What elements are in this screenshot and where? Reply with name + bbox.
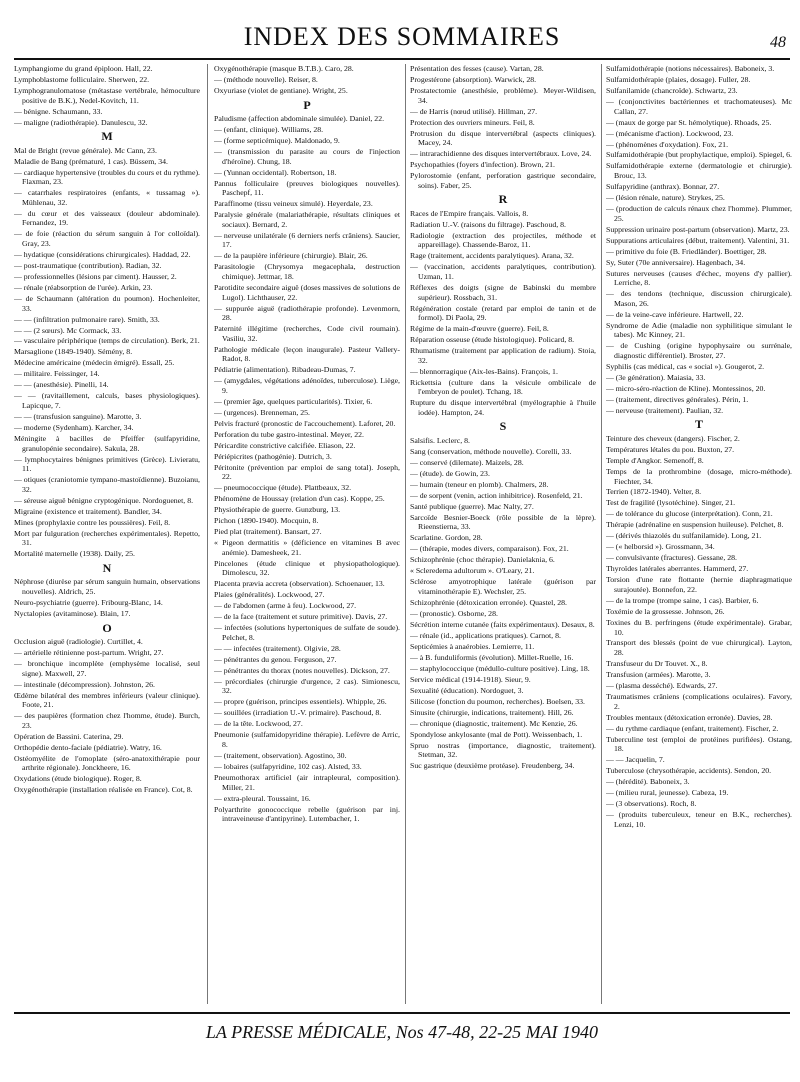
index-entry: Paraffinome (tissu veineux simulé). Heyerdale, 23. <box>214 199 373 209</box>
index-entry: — propre (guérison, principes essentiels). Whipple, 26. <box>214 697 387 707</box>
index-entry: — précordiales (chirurgie d'urgence, 2 cas). Simionescu, 32. <box>214 676 400 696</box>
index-entry: — artérielle rétinienne post-partum. Wright, 27. <box>14 648 164 658</box>
index-entry: — de la paupière inférieure (chirurgie). Blair, 26. <box>214 251 368 261</box>
index-entry: — maligne (radiothérapie). Danulescu, 32. <box>14 117 148 127</box>
index-entry: Régime de la main-d'œuvre (guerre). Feil, 8. <box>410 324 549 334</box>
index-entry: Physiothérapie de guerre. Gunzburg, 13. <box>214 505 341 515</box>
index-entry: Migraine (existence et traitement). Bandler, 34. <box>14 506 162 516</box>
index-entry: — (thérapie, modes divers, comparaison). Fox, 21. <box>410 544 569 554</box>
index-entry: Progestérone (absorption). Warwick, 28. <box>410 74 537 84</box>
section-letter-heading: O <box>102 620 112 635</box>
index-entry: Méningite à bacilles de Pfeiffer (sulfapyridine, granulopénie secondaire). Sakula, 28. <box>14 433 200 453</box>
index-entry: — pneumococcique (étude). Plattbeaux, 32. <box>214 483 352 493</box>
index-entry: — — (2 sœurs). Mc Cormack, 33. <box>14 325 122 335</box>
index-entry: Suppression urinaire post-partum (observation). Martz, 23. <box>606 224 790 234</box>
index-entry: Perforation du tube gastro-intestinal. Meyer, 22. <box>214 429 364 439</box>
index-entry: Sinusite (chirurgie, indications, traitement). Hill, 26. <box>410 707 574 717</box>
index-entry: — (3e génération). Maiasia, 33. <box>606 372 706 382</box>
index-entry: — (pronostic). Osborne, 28. <box>410 608 498 618</box>
index-entry: — bénigne. Schaumann, 33. <box>14 106 103 116</box>
index-entry: Nyctalopies (avitaminose). Blain, 17. <box>14 608 131 618</box>
index-entry: Protection des ouvriers mineurs. Feil, 8. <box>410 117 535 127</box>
index-entry: — (« helborsid »). Grossmann, 34. <box>606 542 715 552</box>
index-entry: Mines (prophylaxie contre les poussières). Feil, 8. <box>14 517 171 527</box>
index-entry: Lymphogranulomatose (métastase vertébrale, hémoculture positive de B.K.), Nedel-Kovitch, 11. <box>14 85 200 105</box>
index-entry: — (vaccination, accidents paralytiques, contribution). Uzman, 11. <box>410 262 596 281</box>
index-entry: Rhumatisme (traitement par application de radium). Stoia, 32. <box>410 346 596 365</box>
index-entry: — de Schaumann (altération du poumon). Hochenleiter, 33. <box>14 293 200 313</box>
index-entry: Service médical (1914-1918). Sieur, 9. <box>410 674 531 684</box>
index-entry: Paralysie générale (malariathérapie, résultats cliniques et sociaux). Bernard, 2. <box>214 210 400 229</box>
index-entry: — à B. funduliformis (évolution). Millet-Ruelle, 16. <box>410 652 574 662</box>
index-entry: Sulfapyridine (anthrax). Bonnar, 27. <box>606 182 720 192</box>
index-entry: — (traitement, directives générales). Périn, 1. <box>606 394 749 404</box>
index-entry: Syndrome de Adie (maladie non syphilitique simulant le tabes). Mc Kinney, 21. <box>606 320 792 340</box>
index-entry: — chronique (diagnostic, traitement). Mc Kenzie, 26. <box>410 718 578 728</box>
index-entry: Marsaglione (1849-1940). Sémény, 8. <box>14 347 133 357</box>
index-entry: Traumatismes crâniens (complications oculaires). Favory, 2. <box>606 692 792 711</box>
index-entry: Tuberculine test (emploi de protéines purifiées). Ostang, 18. <box>606 734 792 754</box>
index-entry: Occlusion aiguë (radiologie). Curtillet, 4. <box>14 637 143 647</box>
index-entry: — — infectées (traitement). Olgivie, 28. <box>214 643 341 653</box>
index-entry: Rickettsia (culture dans la vésicule ombilicale de l'embryon de poulet). Tchang, 18. <box>410 377 596 397</box>
index-entry: Teinture des cheveux (dangers). Fischer, 2. <box>606 433 740 443</box>
index-entry: Pylorostomie (enfant, perforation gastrique secondaire, soins). Faber, 25. <box>410 171 596 190</box>
index-entry: Spruo nostras (importance, diagnostic, traitement). Stetman, 32. <box>410 740 596 760</box>
index-entry: Prostatectomie (anesthésie, problème). Meyer-Wildisen, 34. <box>410 85 596 105</box>
index-entry: Parasitologie (Chrysomya megacephala, destruction chimique). Jettmar, 18. <box>214 262 400 281</box>
index-entry: — suppurée aiguë (radiothérapie profonde). Levenmorn, 28. <box>214 303 400 323</box>
index-entry: — séreuse aiguë bénigne cryptogénique. Nordoguenet, 8. <box>14 495 194 505</box>
index-entry: Températures létales du pou. Buxton, 27. <box>606 444 735 454</box>
index-entry: Transfuseur du Dr Touvet. X., 8. <box>606 659 708 669</box>
index-entry: Orthopédie dento-faciale (pédiatrie). Watry, 16. <box>14 742 162 752</box>
index-entry: Sulfamidothérapie (plaies, dosage). Fuller, 28. <box>606 74 751 84</box>
index-entry: — nerveuse (traitement). Paulian, 32. <box>606 405 724 415</box>
index-entry: Radiation U.-V. (raisons du filtrage). Paschoud, 8. <box>410 219 566 229</box>
index-entry: Toxines du B. perfringens (étude expérimentale). Grabar, 10. <box>606 617 792 637</box>
index-entry: — professionnelles (lésions par ciment). Hausser, 2. <box>14 271 177 281</box>
index-entry: Temple d'Angkor. Semenoff, 8. <box>606 455 704 465</box>
index-entry: Pneumonie (sulfamidopyridine thérapie). Lefèvre de Arric, 8. <box>214 730 400 749</box>
index-entry: Parotidite secondaire aiguë (doses massives de solutions de Lugol). Lichthauser, 22. <box>214 282 400 302</box>
index-entry: — des paupières (formation chez l'homme, étude). Burch, 23. <box>14 711 200 730</box>
index-entry: Sang (conservation, méthode nouvelle). Corelli, 33. <box>410 446 572 456</box>
index-entry: — rénale (id., applications pratiques). Carnot, 8. <box>410 630 561 640</box>
index-entry: Protrusion du disque intervertébral (aspects cliniques). Macey, 24. <box>410 128 596 148</box>
index-entry: — infectées (solutions hypertoniques de sulfate de soude). Pelchet, 8. <box>214 623 400 642</box>
page-title: INDEX DES SOMMAIRES <box>243 22 561 51</box>
index-entry: Santé publique (guerre). Mac Nalty, 27. <box>410 501 534 511</box>
index-entry: Silicose (fonction du poumon, recherches). Boelsen, 33. <box>410 696 585 706</box>
index-entry: — (plasma desséché). Edwards, 27. <box>606 681 718 691</box>
index-entry: Mal de Bright (revue générale). Mc Cann, 23. <box>14 145 157 155</box>
index-entry: Pneumothorax artificiel (air intrapleural, composition). Miller, 21. <box>214 772 400 792</box>
index-entry: Péritonite (prévention par emploi de sang total). Joseph, 22. <box>214 462 400 482</box>
index-entry: Psychopathies (foyers d'infection). Brown, 21. <box>410 160 555 170</box>
section-letter-heading: M <box>101 129 113 144</box>
index-entry: Test de fragilité (lysotéchine). Singer, 21. <box>606 498 736 508</box>
index-entry: — militaire. Feissinger, 14. <box>14 369 100 379</box>
index-entry: Syphilis (cas médical, cas « social »). Gougerot, 2. <box>606 361 765 371</box>
column-divider <box>207 64 208 1004</box>
index-entry: — (milieu rural, jeunesse). Cabeza, 19. <box>606 788 729 798</box>
index-entry: Transport des blessés (point de vue chirurgical). Layton, 28. <box>606 638 792 658</box>
column-divider <box>405 64 406 1004</box>
index-entry: Néphrose (diurèse par sérum sanguin humain, observations nouvelles). Aldrich, 25. <box>14 577 200 596</box>
index-entry: — (produits tuberculeux, teneur en B.K., recherches). Lenzi, 10. <box>606 810 792 829</box>
index-entry: Schizophrénie (choc thérapie). Danielaknia, 6. <box>410 555 555 565</box>
index-entry: — de la face (traitement et suture primitive). Davis, 27. <box>214 612 388 622</box>
index-entry: Rage (traitement, accidents paralytiques). Arana, 32. <box>410 251 574 261</box>
index-entry: Oxydations (étude biologique). Roger, 8. <box>14 774 142 784</box>
index-entry: — (mécanisme d'action). Lockwood, 23. <box>606 128 734 138</box>
index-entry: Pincelones (étude clinique et physiopathologique). Dimolescu, 32. <box>214 558 400 578</box>
index-entry: — (premier âge, quelques particularités). Tixier, 6. <box>214 396 373 406</box>
index-entry: — (étude). de Gowin, 23. <box>410 468 490 478</box>
index-entry: Pied plat (traitement). Bansart, 27. <box>214 527 322 537</box>
index-entry: Torsion d'une rate flottante (hernie diaphragmatique surajoutée). Bonnefon, 22. <box>606 575 792 594</box>
index-entry: Présentation des fesses (cause). Vartan, 28. <box>410 64 544 73</box>
index-entry: Péricardite constrictive calcifiée. Eliason, 22. <box>214 440 356 450</box>
index-entry: — de la tête. Lockwood, 27. <box>214 719 303 729</box>
index-entry: — de foie (réaction du sérum sanguin à l'or colloïdal). Gray, 23. <box>14 229 200 249</box>
index-entry: — bronchique incomplète (emphysème localisé, seul signe). Maxwell, 27. <box>14 659 200 678</box>
index-entry: Transfusion (armées). Marotte, 3. <box>606 670 711 680</box>
index-entry: Oxygénothérapie (masque B.T.B.). Caro, 28. <box>214 64 354 73</box>
index-entry: — (méthode nouvelle). Reiser, 8. <box>214 74 318 84</box>
index-columns <box>14 64 790 1004</box>
index-entry: Pannus folliculaire (preuves biologiques nouvelles). Paschepf, 11. <box>214 178 400 198</box>
column-divider <box>601 64 602 1004</box>
index-entry: Mortalité maternelle (1938). Daily, 25. <box>14 549 135 559</box>
index-entry: Oxygénothérapie (installation réalisée en France). Cot, 8. <box>14 785 193 795</box>
index-entry: — — (infiltration pulmonaire rare). Smith, 33. <box>14 314 160 324</box>
index-entry: — de la veine-cave inférieure. Hartwell, 22. <box>606 309 744 319</box>
index-entry: Temps de la prothrombine (dosage, micro-méthode). Fiechter, 34. <box>606 466 792 486</box>
index-entry: Sutures nerveuses (causes d'échec, moyens d'y pallier). Lerriche, 8. <box>606 268 792 288</box>
page-header <box>14 12 790 60</box>
index-entry: — (phénomènes d'oxydation). Fox, 21. <box>606 139 729 149</box>
index-entry: Ostéomyélite de l'omoplate (séro-anatoxithérapie pour arthrite régionale). Jonckheere, 16. <box>14 753 200 773</box>
index-entry: — pénétrantes du genou. Ferguson, 27. <box>214 654 337 664</box>
index-entry: Lymphoblastome folliculaire. Sherwen, 22. <box>14 74 150 84</box>
index-entry: Terrien (1872-1940). Velter, 8. <box>606 487 702 497</box>
index-entry: — — (transfusion sanguine). Marotte, 3. <box>14 411 142 421</box>
index-entry: Opération de Bassini. Caterina, 29. <box>14 731 124 741</box>
section-letter-heading: P <box>303 97 311 112</box>
index-entry: Pathologie médicale (leçon inaugurale). Pasteur Vallery-Radot, 8. <box>214 344 400 364</box>
index-entry: — intrarachidienne des disques intervertébraux. Love, 24. <box>410 149 592 159</box>
index-entry: — (3 observations). Roch, 8. <box>606 799 697 809</box>
page-number: 48 <box>770 34 786 51</box>
index-entry: — blennorragique (Aix-les-Bains). François, 1. <box>410 366 558 376</box>
index-entry: Suc gastrique (deuxième protéase). Freudenberg, 34. <box>410 761 575 771</box>
index-entry: Pelvis fracturé (pronostic de l'accouchement). Laforet, 20. <box>214 418 396 428</box>
index-entry: — du rythme cardiaque (enfant, traitement). Fischer, 2. <box>606 723 779 733</box>
index-entry: — (production de calculs rénaux chez l'homme). Plummer, 25. <box>606 204 792 223</box>
footer-issue-line: LA PRESSE MÉDICALE, Nos 47-48, 22-25 MAI 1940 <box>205 1022 599 1042</box>
index-entry: Rupture du disque intervertébral (myélographie à l'huile iodée). Hampton, 24. <box>410 398 596 417</box>
index-entry: « Scleredema adultorum ». O'Leary, 21. <box>410 566 535 576</box>
index-entry: — (dérivés thiazolés du sulfanilamide). Long, 21. <box>606 531 762 541</box>
index-entry: Septicémies à anaérobies. Lemierre, 11. <box>410 641 535 651</box>
index-entry: — lymphocytaires bénignes primitives (Grèce). Livieratu, 11. <box>14 454 200 474</box>
index-entry: Sarcoïde Besnier-Boeck (rôle possible de la lèpre). Rieenstierna, 33. <box>410 512 596 532</box>
index-entry: — hydatique (considérations chirurgicales). Haddad, 22. <box>14 250 191 259</box>
index-entry: Mort par fulguration (recherches expérimentales). Repetto, 31. <box>14 528 200 548</box>
index-entry: — de la trompe (trompe saine, 1 cas). Barbier, 6. <box>606 595 759 605</box>
index-entry: Sy, Suter (70e anniversaire). Hagenbach, 34. <box>606 257 746 267</box>
index-entry: — vasculaire périphérique (temps de circulation). Berk, 21. <box>14 336 200 346</box>
index-entry: — convulsivante (fractures). Gessane, 28. <box>606 553 737 563</box>
index-entry: Placenta prævia accreta (observation). Schoenauer, 13. <box>214 579 385 589</box>
index-entry: Phénomène de Houssay (relation d'un cas). Koppe, 25. <box>214 494 385 504</box>
index-column-1 <box>14 64 200 1004</box>
index-entry: — (Yunnan occidental). Robertson, 18. <box>214 167 337 177</box>
index-entry: — de Harris (nœud utilisé). Hillman, 27. <box>410 106 538 116</box>
index-entry: Pédiatrie (alimentation). Ribadeau-Dumas, 7. <box>214 365 356 375</box>
section-letter-heading: T <box>694 417 703 432</box>
index-entry: — moderne (Sydenham). Karcher, 34. <box>14 422 134 432</box>
section-letter-heading: N <box>102 560 112 575</box>
index-entry: Œdème bilatéral des membres inférieurs (valeur clinique). Foote, 21. <box>14 690 200 710</box>
index-entry: Plaies (généralités). Lockwood, 27. <box>214 590 325 600</box>
index-entry: — primitive du foie (B. Friedländer). Boettiger, 28. <box>606 246 767 256</box>
index-entry: Médecine américaine (médecin émigré). Essall, 25. <box>14 358 175 368</box>
index-entry: — intestinale (décompression). Johnston, 26. <box>14 679 155 689</box>
section-letter-heading: S <box>499 419 507 434</box>
index-entry: — de Cushing (origine hypophysaire ou surrénale, diagnostic différentiel). Broster, 27. <box>606 341 792 360</box>
index-entry: Sulfamidothérapie externe (dermatologie et chirurgie). Brouc, 13. <box>606 161 792 181</box>
index-entry: Salsifis. Leclerc, 8. <box>410 436 470 445</box>
index-entry: — cardiaque hypertensive (troubles du cours et du rythme). Flaxman, 23. <box>14 167 200 187</box>
index-entry: — otiques (craniotomie tympano-mastoïdienne). Buzoianu, 32. <box>14 475 200 494</box>
index-entry: — (transmission du parasite au cours de l'injection d'héroïne). Chung, 18. <box>214 147 400 166</box>
index-entry: — micro-séro-réaction de Kline). Montessinos, 20. <box>606 383 766 393</box>
index-entry: — conservé (dilemate). Maizels, 28. <box>410 457 524 467</box>
index-entry: — (traitement, observation). Agostino, 30. <box>214 750 347 760</box>
index-entry: Toxémie de la grossesse. Johnson, 26. <box>606 606 725 616</box>
index-entry: — catarrhales respiratoires (enfants, « tussamag »). Mühlenau, 32. <box>14 188 200 207</box>
index-entry: — extra-pleural. Toussaint, 16. <box>214 793 311 803</box>
index-entry: — du cœur et des vaisseaux (douleur abdominale). Fernandez, 19. <box>14 208 200 228</box>
index-entry: Réflexes des doigts (signe de Babinski du membre supérieur). Rossbach, 31. <box>410 282 596 302</box>
index-entry: Pichon (1890-1940). Mocquin, 8. <box>214 516 319 526</box>
index-entry: — des tendons (technique, discussion chirurgicale). Mason, 26. <box>606 289 792 308</box>
index-entry: Radiologie (extraction des projectiles, méthode et appareillage). Chassende-Baroz, 11. <box>410 230 596 250</box>
index-entry: Schizophrénie (détoxication erronée). Quastel, 28. <box>410 597 567 607</box>
index-entry: Races de l'Empire français. Vallois, 8. <box>410 208 529 218</box>
index-entry: Sclérose amyotrophique latérale (guérison par vitaminothérapie E). Wechsler, 25. <box>410 577 596 596</box>
index-column-2 <box>214 64 400 1004</box>
index-entry: — (urgences). Brenneman, 25. <box>214 407 310 417</box>
index-entry: — (conjonctivites bactériennes et trachomateuses). Mc Callan, 27. <box>606 96 792 116</box>
index-entry: Spondylose ankylosante (mal de Pott). Weissenbach, 1. <box>410 729 583 739</box>
index-entry: Neuro-psychiatrie (guerre). Fribourg-Blanc, 14. <box>14 597 163 607</box>
section-letter-heading: R <box>498 192 508 207</box>
index-entry: — humain (teneur en plomb). Chalmers, 28. <box>410 479 549 489</box>
index-entry: — pénétrantes du thorax (notes nouvelles). Dickson, 27. <box>214 665 390 675</box>
index-entry: Oxyuriase (violet de gentiane). Wright, 25. <box>214 85 348 95</box>
index-entry: Périépicrites (pathogénie). Dutrich, 3. <box>214 451 332 461</box>
index-entry: Lymphangiome du grand épiploon. Hall, 22. <box>14 64 153 73</box>
index-entry: — staphylococcique (médullo-culture positive). Ling, 18. <box>410 663 590 673</box>
index-entry: — (hérédité). Baboneix, 3. <box>606 777 690 787</box>
index-entry: Polyarthrite gonococcique rebelle (guérison par inj. intraveineuse d'antipyrine). Lutembacher, 1. <box>214 804 400 824</box>
index-entry: — de tolérance du glucose (interprétation). Conn, 21. <box>606 509 773 519</box>
index-entry: Sulfanilamide (chancroïde). Schwartz, 23. <box>606 85 738 95</box>
index-entry: Scarlatine. Gordon, 28. <box>410 533 483 543</box>
index-entry: « Pigeon dermatitis » (déficience en vitamines B avec anémie). Damesheek, 21. <box>214 538 400 557</box>
index-entry: — lobaires (sulfapyridine, 102 cas). Alsted, 33. <box>214 761 362 771</box>
index-entry: Paternité illégitime (recherches, Code civil roumain). Vasiliu, 32. <box>214 324 400 343</box>
index-entry: Régénération costale (retard par emploi de tanin et de formol). Di Paola, 29. <box>410 303 596 323</box>
index-entry: — souillées (irradiation U.-V. primaire). Paschoud, 8. <box>214 708 382 718</box>
index-page <box>14 12 790 1072</box>
index-entry: — (enfant, clinique). Williams, 28. <box>214 125 324 135</box>
index-entry: — — (ravitaillement, calculs, bases physiologiques). Lapicque, 7. <box>14 391 200 410</box>
index-entry: — (amygdales, végétations adénoïdes, tuberculose). Liège, 9. <box>214 376 400 395</box>
index-entry: — (forme septicémique). Maldonado, 9. <box>214 136 340 146</box>
index-entry: — — Jacquelin, 7. <box>606 755 665 765</box>
page-footer <box>14 1012 790 1050</box>
index-column-3 <box>410 64 596 1004</box>
index-entry: — (lésion rénale, nature). Strykes, 25. <box>606 193 725 203</box>
index-entry: — — (anesthésie). Pinelli, 14. <box>14 380 109 390</box>
index-entry: Troubles mentaux (détoxication erronée). Davies, 28. <box>606 712 773 722</box>
index-entry: Maladie de Bang (prématuré, 1 cas). Büssem, 34. <box>14 156 168 166</box>
index-entry: Sulfamidothérapie (notions nécessaires). Baboneix, 3. <box>606 64 775 73</box>
index-entry: — de sorpent (venin, action inhibitrice). Rosenfeld, 21. <box>410 490 583 500</box>
index-entry: — post-traumatique (contribution). Radian, 32. <box>14 260 162 270</box>
index-entry: — de l'abdomen (arme à feu). Lockwood, 27. <box>214 601 357 611</box>
index-entry: — rénale (réabsorption de l'urée). Arkin, 23. <box>14 282 153 292</box>
index-entry: — nerveuse unilatérale (6 derniers nerfs crâniens). Saucier, 17. <box>214 230 400 250</box>
index-entry: Paludisme (affection abdominale simulée). Daniel, 22. <box>214 114 385 124</box>
index-entry: Réparation osseuse (étude histologique). Policard, 8. <box>410 335 575 345</box>
index-entry: Sécrétion interne cutanée (faits expérimentaux). Desaux, 8. <box>410 619 595 629</box>
index-entry: Tuberculose (chrysothérapie, accidents). Sendon, 20. <box>606 766 772 776</box>
index-entry: Suppurations articulaires (début, traitement). Valentini, 31. <box>606 235 790 245</box>
index-entry: Sulfamidothérapie (but prophylactique, emploi). Spiegel, 6. <box>606 150 792 160</box>
index-entry: — (maux de gorge par St. hémolytique). Rhoads, 25. <box>606 117 772 127</box>
index-entry: Thyroïdes latérales aberrantes. Hammerd, 27. <box>606 564 749 574</box>
index-column-4 <box>606 64 792 1004</box>
index-entry: Thérapie (adrénaline en suspension huileuse). Pelchet, 8. <box>606 520 784 530</box>
index-entry: Sexualité (éducation). Nordoguet, 3. <box>410 685 524 695</box>
